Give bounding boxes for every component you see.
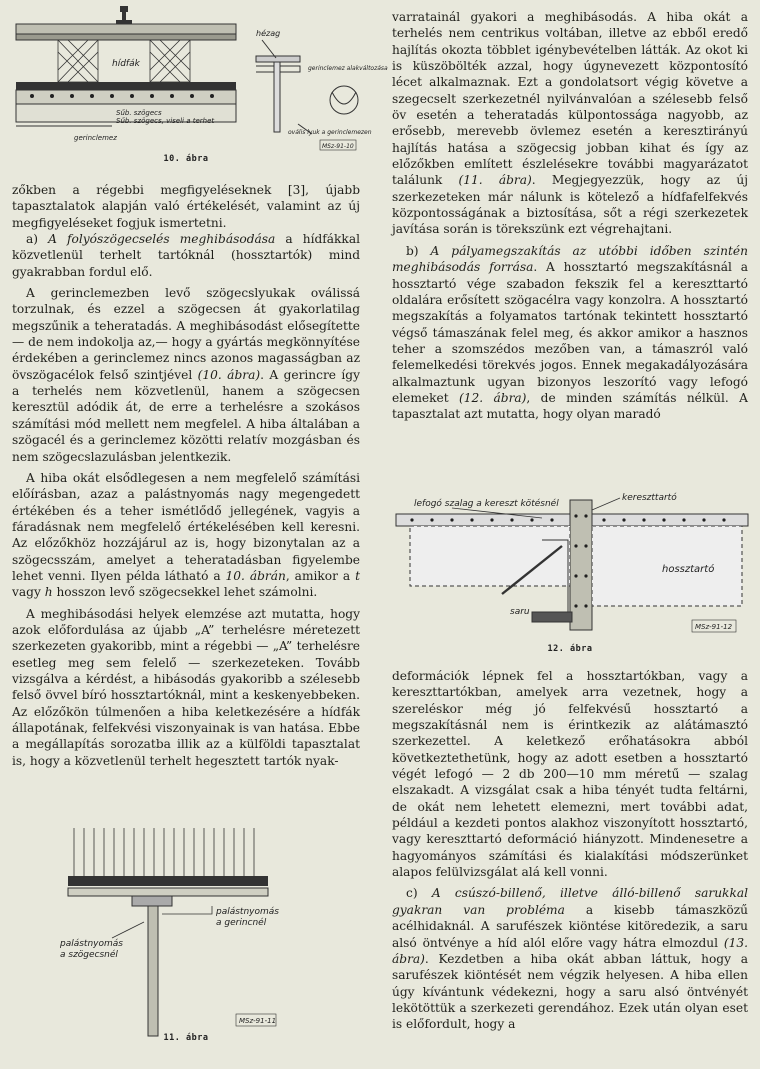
figure-12-drawing: [392, 486, 748, 646]
left-paragraph-4: [12, 470, 360, 601]
figure-10: [12, 0, 388, 178]
figure-11: [12, 818, 360, 1068]
fig10-label-hidfak: hídfák: [112, 59, 140, 69]
fig10-label-szog-a: Sűb. szögecs: [116, 109, 162, 117]
left-p4-ref: 10. ábrán: [225, 568, 286, 583]
left-p2-emph: A folyószögecselés meghibásodása: [48, 232, 276, 247]
fig10-label-ovalis: ovális lyuk a gerinclemezen: [288, 129, 372, 136]
fig12-label-saru: saru: [510, 607, 530, 617]
fig12-label-kereszttarto: kereszttartó: [622, 493, 677, 503]
left-p4-c: vagy: [12, 585, 45, 600]
fig12-label-lefogo: lefogó szalag a kereszt kötésnél: [414, 499, 559, 509]
fig10-label-gerinclemez: gerinclemez: [74, 134, 117, 142]
left-p2-rest: a hídfákkal közvetlenül terhelt tartóknál (hossztartók) mind gyakrabban fordul elő.: [12, 232, 360, 279]
left-p4-h: h: [44, 585, 53, 600]
left-p2-label: a): [26, 232, 49, 247]
figure-10-caption: 10. ábra: [163, 154, 209, 164]
left-p4-a: A hiba okát elsődlegesen a nem megfelelő számítási előírásban, azaz a palástnyomás nagy megengedett értékében és a teher ismétlődő jellegének, vagyis a fáradásnak nem megfelelő értékelésében kell keresni. Az előzőkhöz hozzájárul az is, hogy bizonytalan az a szögecsszám, amelyet a teheratadásban figyelembe lehet venni. Ilyen példa látható a: [12, 470, 360, 583]
right-p4-label: c): [406, 886, 432, 901]
figure-12-caption: 12. ábra: [547, 644, 593, 654]
right-p1-b: . Megjegyezzük, hogy az új szerkezeteken már nálunk is kötelező a hídfafelfekvés központosságának a biztosítása, sőt a régi szerkezetek javítása során is törekszünk ezt végrehajtani.: [392, 173, 748, 237]
fig10-label-gerinc-alak: gerinclemez alakváltozása: [308, 65, 388, 72]
fig11-label-palast-gerinc-2: a gerincnél: [216, 918, 267, 928]
right-text-bottom: [392, 668, 748, 1033]
left-paragraph-5: A meghibásodási helyek elemzése azt mutatta, hogy azok előfordulása az újabb „A” terhelésre méretezett szerkezeten gyakoribb, mint a régebbi — „A” terhelésre esetleg meg sem felelő — szerkezeteken. Tovább vizsgálva a kérdést, a hibásodás gyakoribb a szélesebb felső övvel bíró hossztartóknál, mint a keskenyebbeken. Az előzőkön túlmenően a hiba keletkezésére a hídfák állapotának, felfekvési viszonyainak is van hatása. Ebbe a megállapítás sorozatba illik az a külföldi tapasztalat is, hogy a közvetlenül terhelt hegesztett tartók nyak-: [12, 606, 360, 768]
fig11-code: MSz-91-11: [239, 1017, 277, 1025]
right-p1-a: varratainál gyakori a meghibásodás. A hiba okát a terhelés nem centrikus voltában, illetve az ebből eredő hajlítás okozta többlet igénybevételben látták. Az okot ki is küszöbölték azzal, hogy úgynevezett központosító lécet alkalmaznak. Ezt a gondolatsort végig követve a szegecselt szerkezetnél nyilvánvalóan a szélesebb felső öv esetén a teheratadás külpontossága nagyobb, az erősebb, merevebb övlemez esetén a keresztirányú hajlítás hatása a szögecsig jobban kihat és így az előzőkben említett észlelésekre további magyarázatot találunk: [392, 10, 748, 188]
fig12-code: MSz-91-12: [695, 623, 733, 631]
right-p2-b: , de minden számítás nélkül. A tapasztalat azt mutatta, hogy olyan maradó: [392, 390, 748, 422]
fig12-label-hossztarto: hossztartó: [662, 564, 715, 575]
left-p4-t: t: [355, 568, 360, 583]
figure-11-drawing: [12, 818, 360, 1050]
right-paragraph-1: [392, 9, 748, 238]
left-paragraph-1: zőkben a régebbi megfigyeléseknek [3], újabb tapasztalatok alapján való értékelését, valamint az új megfigyeléseket fogjuk ismertetni.: [12, 183, 360, 230]
fig11-label-palast-szog-1: palástnyomás: [60, 939, 123, 949]
fig10-code: MSz-91-10: [322, 143, 354, 150]
right-p4-b: . Kezdetben a hiba okát abban láttuk, hogy a sarufészek kiöntését nem végzik helyesen. A hiba ellen úgy kívántunk védekezni, hogy a saru alsó öntvényét lekötöttük a szerkezeti gerendához. Ezek után olyan eset is előfordult, hogy a: [392, 951, 748, 1032]
right-p4-ref: (13. ábra): [392, 935, 748, 966]
left-paragraph-3: [12, 285, 360, 465]
left-p4-d: hosszon levő szögecsekkel lehet számolni.: [52, 585, 318, 600]
right-p2-label: b): [406, 243, 431, 258]
right-p2-ref: (12. ábra): [458, 390, 527, 405]
left-paragraph-2: [12, 231, 360, 280]
fig11-label-palast-gerinc-1: palástnyomás: [216, 907, 279, 917]
fig10-label-szog-b: Sűb. szögecs, viseli a terhet: [116, 117, 215, 125]
right-p1-ref: (11. ábra): [458, 173, 532, 188]
figure-12: [392, 486, 748, 662]
left-p3-b: . A gerincre így a terhelés nem közvetlenül, hanem a szögecsen keresztül adódik át, de erre a terhelésre a szokásos számítási mód mellett nem megfelel. A hiba általában a szögacél és a gerinclemez közötti relatív mozgásban és nem szögecslazulásban jelentkezik.: [12, 367, 360, 464]
left-column: [12, 0, 388, 1043]
left-p4-b: , amikor a: [285, 568, 356, 583]
right-p4-emph: A csúszó-billenő, illetve álló-billenő sarukkal gyakran van probléma: [392, 886, 748, 917]
left-p3-a: A gerinclemezben levő szögecslyukak oválissá torzulnak, és ezzel a szögecsen át gyakorlatilag megszűnik a teheratadás. A meghibásodást elősegítette — de nem indokolja az,— hogy a gyártás megkönnyítése érdekében a gerinclemez nincs azonos magasságban az övszögacélok felső szintjével: [12, 286, 360, 382]
figure-10-drawing: [12, 0, 388, 160]
left-p3-ref: (10. ábra): [197, 367, 261, 382]
right-paragraph-4: [392, 885, 748, 1032]
right-paragraph-3: deformációk lépnek fel a hossztartókban, vagy a kereszttartókban, amelyek arra vezetnek, hogy a szereléskor még jó felfekvésű hossztartó a megszakításnál nem is érintkezik az alátámasztó szerkezettel. A keletkező erőhatásokra abból következtethetünk, hogy az adott esetben a hossztartó végét lefogó — 2 db 200—10 mm méretű — szalag elszakadt. A vizsgálat csak a hiba tényét tudta feltárni, de okát nem lehetett elemezni, mert további adat, például a kezdeti pontos alakhoz viszonyított hossztartó, vagy kereszttartó deformáció hiányzott. Mindenesetre a hagyományos számítási és kialakítási módszerünket alapos felülvizsgálat alá kell vonni.: [392, 669, 748, 880]
fig10-label-hezag: hézag: [256, 29, 281, 38]
right-p2-a: . A hossztartó megszakításnál a hossztartó vége szabadon fekszik fel a kereszttartó oldalára erősített szögacélra vagy konzolra. A hossztartó megszakítás a folyamatos tartónak tekintett hossztartó végső támaszának felel meg, és akkor amikor a hasznos teher a szomszédos mezőben van, a támaszról való felemelkedési törekvés jogos. Ennek megakadályozására alkalmaztunk ugyan bizonyos leszorító vagy lefogó elemeket: [392, 260, 748, 405]
right-p4-a: a kisebb támaszközű acélhidaknál. A sarufészek kiöntése kitöredezik, a saru alsó öntvénye a híd alól előre vagy hátra elmozdul: [392, 902, 748, 950]
right-column: [392, 0, 748, 1032]
figure-11-caption: 11. ábra: [163, 1033, 209, 1043]
right-p2-emph: A pályamegszakítás az utóbbi időben szintén meghibásodás forrása: [392, 243, 748, 275]
right-paragraph-2: [392, 243, 748, 423]
left-text: [12, 182, 360, 769]
fig11-label-palast-szog-2: a szögecsnél: [60, 950, 118, 960]
right-text-top: [392, 9, 748, 423]
